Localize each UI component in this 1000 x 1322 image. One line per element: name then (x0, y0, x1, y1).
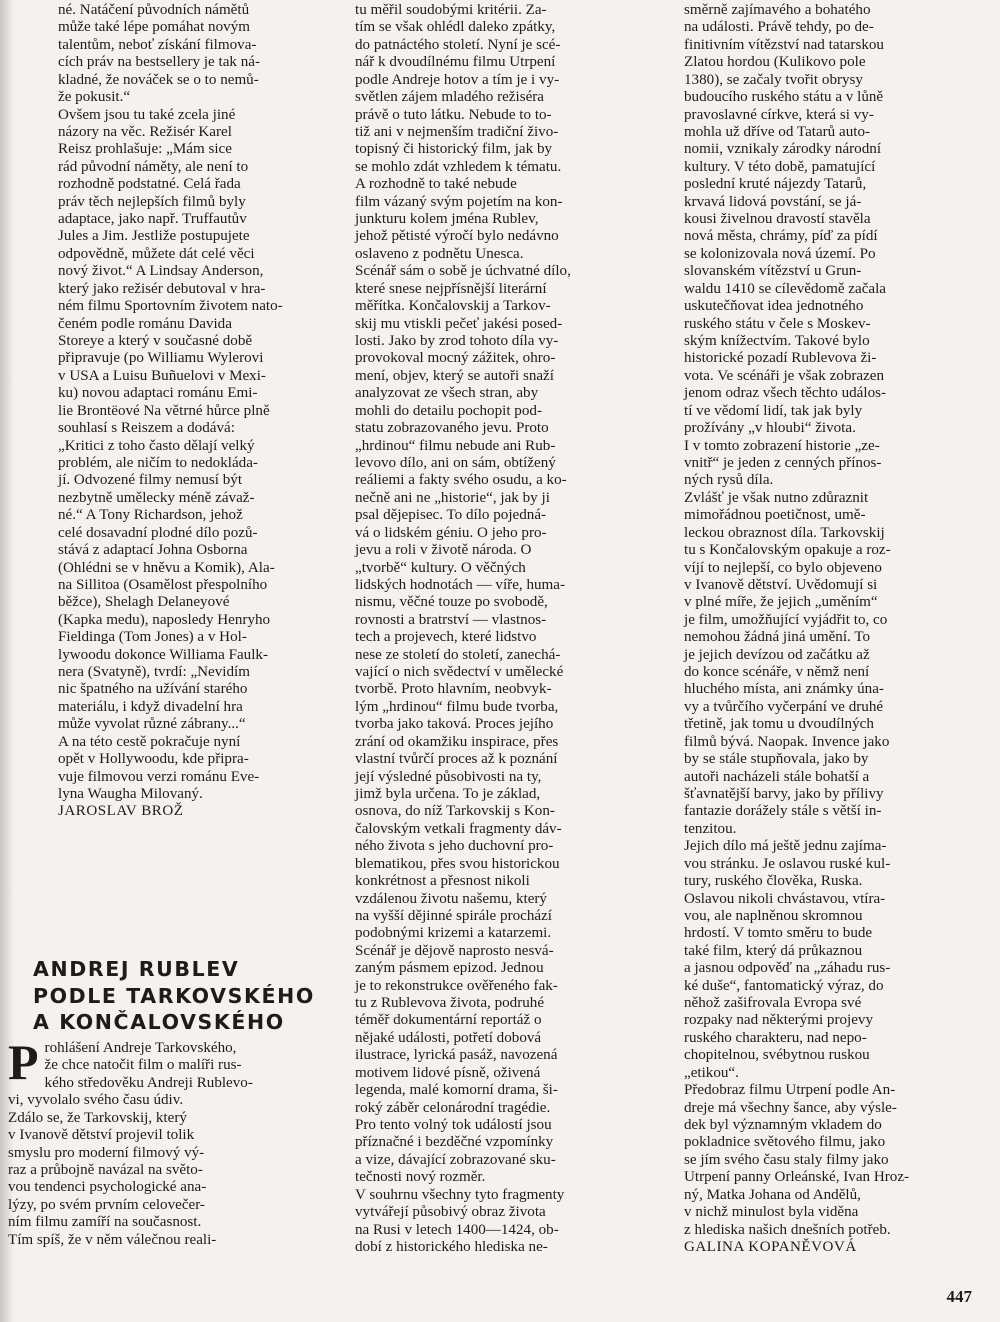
text-line: jehož pětisté výročí bylo nedávno (355, 228, 559, 245)
text-line: Zdálo se, že Tarkovskij, který (8, 1109, 187, 1126)
text-line: ním filmu zamíří na současnost. (8, 1214, 202, 1231)
text-line: lie Brontëové Na větrné hůrce plně (58, 402, 270, 419)
text-line: zaným pásmem epizod. Jednou (355, 960, 544, 977)
text-line: je to rekonstrukce ověřeného fak- (355, 977, 558, 994)
text-line: Utrpení panny Orleánské, Ivan Hroz- (684, 1169, 910, 1186)
text-line: ilustrace, lyrická pasáž, navozená (355, 1047, 558, 1064)
title-line-1: ANDREJ RUBLEV (33, 957, 240, 981)
text-line: vytvářejí působivý obraz života (355, 1204, 546, 1221)
text-line: nese ze století do století, zanechá- (355, 646, 561, 663)
text-line: na Rusi v letech 1400—1424, ob- (355, 1221, 559, 1238)
text-line: osnova, do níž Tarkovskij s Kon- (355, 803, 555, 820)
text-line: víjí to nejlepší, co bylo objeveno (684, 559, 882, 576)
text-line: šťavnatější barvy, jako by přílivy (684, 785, 884, 802)
text-line: Jules a Jim. Jestliže postupujete (58, 228, 250, 245)
text-line: „hrdinou“ filmu nebude ani Rub- (355, 437, 556, 454)
text-line: tu s Končalovským opakuje a roz- (684, 542, 891, 559)
text-line: připravuje (po Williamu Wylerovi (58, 350, 264, 367)
text-line: ruského charakteru, nad nepo- (684, 1029, 867, 1046)
text-line: jí. Odvozené filmy nemusí být (58, 472, 243, 489)
text-line: „etikou“. (684, 1064, 739, 1081)
text-line: nějaké události, potřetí dobová (355, 1029, 542, 1046)
text-line: Zvlášť je však nutno zdůraznit (684, 489, 869, 506)
text-line: čeném podle románu Davida (58, 315, 232, 332)
text-line: v USA a Luisu Buñuelovi v Mexi- (58, 367, 266, 384)
text-line: je jejich devízou od začátku až (684, 646, 870, 663)
text-line: V souhrnu všechny tyto fragmenty (355, 1186, 565, 1203)
text-line: slovanském vítězství u Grun- (684, 263, 862, 280)
text-line: lywoodu dokonce Williama Faulk- (58, 646, 268, 663)
text-line: odpovědně, můžete dát celé věci (58, 245, 255, 262)
text-line: vy a tvůrčího vyčerpání ve druhé (684, 698, 884, 715)
text-line: práv těch nejlepších filmů byly (58, 193, 246, 210)
signature-jaroslav-broz: JAROSLAV BROŽ (58, 803, 184, 820)
text-line: vzdálenou životu našemu, který (355, 890, 547, 907)
text-line: blematikou, přes svou historickou (355, 855, 560, 872)
text-line: kladné, že nováček se o to nemů- (58, 71, 259, 88)
text-line: kousi živelnou dravostí stavěla (684, 211, 871, 228)
text-line: junkturu kolem jména Rublev, (355, 211, 539, 228)
text-line: směrně zajímavého a bohatého (684, 2, 871, 18)
text-line: celé dosavadní plodné dílo pozů- (58, 524, 258, 541)
text-line: hrdostí. V tomto směru to bude (684, 925, 873, 942)
text-line: na vyšší dějinné spirále prochází (355, 907, 552, 924)
text-line: vuje filmovou verzi románu Eve- (58, 768, 260, 785)
text-line: waldu 1410 se cílevědomě začala (684, 280, 886, 297)
text-line: tiž ani v nejmenším tradiční živo- (355, 123, 559, 140)
signature-galina-kopanevova: GALINA KOPANĚVOVÁ (684, 1238, 857, 1255)
text-line: Reisz prohlašuje: „Mám sice (58, 141, 232, 158)
text-line: autoři nacházeli stále bohatší a (684, 768, 870, 785)
text-line: tech a projevech, které lidstvo (355, 629, 537, 646)
text-line: ruského státu v čele s Moskev- (684, 315, 871, 332)
text-line: I v tomto zobrazení historie „ze- (684, 437, 880, 454)
article-title (33, 956, 323, 1036)
text-line: (Kapka medu), naposledy Henryho (58, 611, 271, 628)
text-line: (Ohlédni se v hněvu a Komik), Ala- (58, 559, 275, 576)
text-line: třetině, jak tomu u dvoudílných (684, 716, 874, 733)
text-line: rohlášení Andreje Tarkovského, (44, 1040, 237, 1056)
text-line: tenzitou. (684, 820, 737, 837)
text-line: ných rysů díla. (684, 472, 774, 489)
text-line: nová města, chrámy, píď za pídí (684, 228, 878, 245)
text-line: ného života s jeho duchovní pro- (355, 838, 554, 855)
text-line: pokladnice světového filmu, jako (684, 1134, 886, 1151)
text-line: Oslavou nikoli chvástavou, vtíra- (684, 890, 886, 907)
column-1 (58, 2, 320, 821)
text-line: na Sillitoa (Osamělost přespolního (58, 576, 268, 593)
column-3 (684, 2, 984, 1256)
text-line: ským knížectvím. Takové bylo (684, 333, 870, 350)
text-line: tury, ruského člověka, Ruska. (684, 873, 863, 890)
text-line: reáliemi a fakty svého osudu, a ko- (355, 472, 567, 489)
text-line: leckou obraznost díla. Tarkovskij (684, 524, 885, 541)
text-line: rozhodně podstatné. Celá řada (58, 176, 241, 193)
text-line: losti. Jako by zrod tohoto díla vy- (355, 333, 559, 350)
text-line: Tím spíš, že v něm válečnou reali- (8, 1231, 217, 1248)
text-line: se kolonizovala nová území. Po (684, 245, 876, 262)
text-line: Předobraz filmu Utrpení podle An- (684, 1082, 896, 1099)
text-line: tu z Rublevova života, podruhé (355, 995, 545, 1012)
text-line: že pokusit.“ (58, 89, 131, 106)
text-line: rozpaky nad některými projevy (684, 1012, 874, 1029)
text-line: dreje má všechny šance, aby výsle- (684, 1099, 897, 1116)
text-line: ný, Matka Johana od Andělů, (684, 1186, 861, 1203)
text-line: Storeye a který v současné době (58, 333, 253, 350)
text-line: vá o lidském géniu. O jeho pro- (355, 524, 547, 541)
text-line: tvorba jako taková. Proces jejího (355, 716, 554, 733)
text-line: nečně ani ne „historie“, jak by ji (355, 489, 550, 506)
text-line: v Ivanově dětství. Uvědomují si (684, 576, 878, 593)
text-line: skij mu vtiskli pečeť jakési posed- (355, 315, 563, 332)
text-line: tečnosti nový rozměr. (355, 1169, 486, 1186)
text-line: nic špatného na užívání starého (58, 681, 248, 698)
text-line: běžce), Shelagh Delaneyové (58, 594, 230, 611)
text-line: hluchého místa, ani známky úna- (684, 681, 884, 698)
text-line: tí ve vědomí lidí, tak jak byly (684, 402, 863, 419)
text-line: nový život.“ A Lindsay Anderson, (58, 263, 264, 280)
text-line: do konce scénáře, v němž není (684, 664, 870, 681)
text-line: raz a průbojně navázal na světo- (8, 1161, 203, 1178)
text-line: ném filmu Sportovním životem nato- (58, 298, 283, 315)
text-line: Pro tento volný tok událostí jsou (355, 1117, 552, 1133)
text-line: lyna Waugha Milovaný. (58, 785, 203, 802)
text-line: z hlediska našich dnešních potřeb. (684, 1221, 891, 1238)
text-line: a jasnou odpověď na „záhadu rus- (684, 960, 891, 977)
text-line: příznačné i bezděčné vzpomínky (355, 1134, 554, 1151)
text-line: Scénář sám o sobě je úchvatné dílo, (355, 263, 571, 280)
col1-text (58, 2, 320, 803)
text-line: vnitř“ je jeden z cenných přínos- (684, 454, 882, 471)
title-line-3: A KONČALOVSKÉHO (33, 1010, 285, 1035)
text-line: je film, umožňující vyjádřit to, co (684, 611, 888, 628)
column-2 (355, 2, 655, 1256)
text-line: dek byl významným vkladem do (684, 1117, 882, 1133)
text-line: Zlatou hordou (Kulikovo pole (684, 54, 866, 71)
text-line: Scénář je dějově naprosto nesvá- (355, 942, 554, 959)
text-line: může vyvolat různé zábrany...“ (58, 716, 246, 733)
text-line: tvorbě. Proto hlavním, neobvyk- (355, 681, 552, 698)
text-line: adaptace, jako např. Truffautův (58, 211, 247, 228)
text-line: fantazie dorážely stále s větší in- (684, 803, 882, 820)
text-line: jimž byla určena. To je základ, (355, 785, 541, 802)
text-line: zrání od okamžiku inspirace, přes (355, 733, 559, 750)
text-line: poslední kruté nájezdy Tatarů, (684, 176, 867, 193)
title-line-2: PODLE TARKOVSKÉHO (33, 983, 315, 1008)
text-line: jenom odraz všech těchto událos- (684, 385, 887, 402)
text-line: kultury. V této době, pamatující (684, 158, 876, 175)
text-line: vou, ale naplněnou skromnou (684, 907, 863, 924)
text-line: vající o nich svědectví v umělecké (355, 664, 564, 681)
text-line: uskutečňovat idea jednotného (684, 298, 864, 315)
text-line: čalovským vetkali fragmenty dáv- (355, 820, 562, 837)
text-line: a vize, dávající zobrazované sku- (355, 1151, 556, 1168)
text-line: vou stránku. Je oslavou ruské kul- (684, 855, 891, 872)
text-line: na události. Právě tehdy, po de- (684, 19, 874, 36)
text-line: analyzovat ze všech stran, aby (355, 385, 539, 402)
text-line: by se stále stupňovala, jako by (684, 751, 869, 768)
text-line: v plné míře, že jejich „uměním“ (684, 594, 878, 611)
text-line: že chce natočit film o malíři rus- (44, 1057, 242, 1074)
text-line: rovnosti a bratrství — vlastnos- (355, 611, 547, 628)
text-line: nezbytně umělecky méně závaž- (58, 489, 255, 506)
text-line: rád původní náměty, ale není to (58, 158, 249, 175)
text-line: „Kritici z toho často dělají velký (58, 437, 255, 454)
text-line: budoucího ruského státu a v lůně (684, 89, 884, 106)
text-line: provokoval mocný zážitek, ohro- (355, 350, 556, 367)
text-line: podle Andreje hotov a tím je i vy- (355, 71, 560, 88)
col2-text (355, 2, 655, 1256)
text-line: vi, vyvolalo svého času údiv. (8, 1092, 184, 1109)
text-line: smyslu pro moderní filmový vý- (8, 1144, 205, 1161)
text-line: materiálu, i když divadelní hra (58, 698, 243, 715)
text-line: které snese nejpřísnější literární (355, 280, 547, 297)
text-line: „tvorbě“ kultury. O věčných (355, 559, 526, 576)
text-line: motivem lidové písně, oživená (355, 1064, 541, 1081)
text-line: mohla už dříve od Tatarů auto- (684, 123, 871, 140)
text-line: né. Natáčení původních námětů (58, 2, 250, 18)
drop-cap: P (8, 1034, 39, 1090)
text-line: který jako režisér debutoval v hra- (58, 280, 266, 297)
text-line: mohli do detailu pochopit pod- (355, 402, 542, 419)
text-line: do patnáctého století. Nyní je scé- (355, 36, 561, 53)
text-line: chopitelnou, svébytnou ruskou (684, 1047, 870, 1064)
text-line: téměř dokumentární reportáž o (355, 1012, 542, 1029)
text-line: filmů bývá. Naopak. Invence jako (684, 733, 890, 750)
col3-text (684, 2, 984, 1239)
text-line: vou tendenci psychologické ana- (8, 1179, 207, 1196)
text-line: v Ivanově dětství projevil tolik (8, 1127, 195, 1144)
text-line: dobí z historického hlediska ne- (355, 1238, 548, 1255)
text-line: souhlasí s Reiszem a dodává: (58, 420, 235, 437)
text-line: lým „hrdinou“ filmu bude tvorba, (355, 698, 559, 715)
text-line: podobnými krizemi a katarzemi. (355, 925, 552, 942)
text-line: mení, objev, který se autoři snaží (355, 367, 554, 384)
text-line: jevu a roli v životě národa. O (355, 542, 532, 559)
text-line: legenda, malé komorní drama, ši- (355, 1082, 558, 1099)
text-line: talentům, neboť získání filmova- (58, 36, 257, 53)
text-line: kého středověku Andreji Rublevo- (44, 1074, 253, 1091)
text-line: topisný či historický film, jak by (355, 141, 553, 158)
text-line: měřítka. Končalovskij a Tarkov- (355, 298, 551, 315)
text-line: vota. Ve scénáři je však zobrazen (684, 367, 885, 384)
text-line: prožívány „v hloubi“ života. (684, 420, 856, 437)
text-line: může také lépe pomáhat novým (58, 19, 250, 36)
text-line: problém, ale ničím to nedokláda- (58, 454, 258, 471)
text-line: vlastní tvůrčí proces až k poznání (355, 751, 558, 768)
text-line: konkrétnost a přesnost nikoli (355, 873, 530, 890)
page-number: 447 (946, 1287, 972, 1306)
text-line: stává z adaptací Johna Osborna (58, 542, 248, 559)
text-line: právě o tuto látku. Nebude to to- (355, 106, 552, 123)
text-line: Jejich dílo má ještě jednu zajíma- (684, 838, 887, 855)
text-line: opět v Hollywoodu, kde připra- (58, 751, 249, 768)
text-line: nismu, věčné touze po svobodě, (355, 594, 548, 611)
text-line: finitivním vítězství nad tatarskou (684, 36, 884, 53)
text-line: se mohlo zdát vzhledem k tématu. (355, 158, 562, 175)
text-line: pravoslavné církve, která si vy- (684, 106, 874, 123)
text-line: A na této cestě pokračuje nyní (58, 733, 241, 750)
text-line: né.“ A Tony Richardson, jehož (58, 507, 243, 524)
text-line: 1380), se začaly tvořit obrysy (684, 71, 863, 88)
intro-text (8, 1034, 318, 1249)
text-line: Ovšem jsou tu také zcela jiné (58, 106, 236, 123)
text-line: mimořádnou poetičnost, umě- (684, 507, 866, 524)
text-line: v nichž minulost byla viděna (684, 1204, 859, 1221)
text-line: nomii, vznikaly zárodky národní (684, 141, 882, 158)
text-line: lidských hodnotách — víře, huma- (355, 576, 566, 593)
text-line: levovo dílo, ani on sám, obtížený (355, 454, 556, 471)
text-line: Fieldinga (Tom Jones) a v Hol- (58, 629, 247, 646)
text-line: tu měřil soudobými kritérii. Za- (355, 2, 547, 18)
text-line: film vázaný svým pojetím na kon- (355, 193, 563, 210)
text-line: psal dějepisec. To dílo pojedná- (355, 507, 547, 524)
text-line: tím se však ohlédl daleko zpátky, (355, 19, 556, 36)
text-line: ké duše“, fantomatický výraz, do (684, 977, 884, 994)
text-line: ku) novou adaptaci románu Emi- (58, 385, 258, 402)
text-line: nář k dvoudílnému filmu Utrpení (355, 54, 556, 71)
text-line: oslaveno z podnětu Unesca. (355, 245, 524, 262)
text-line: statu zobrazovaného jevu. Proto (355, 420, 549, 437)
text-line: historické pozadí Rublevova ži- (684, 350, 877, 367)
article-intro-column (8, 1034, 318, 1249)
text-line: nemohou žádná jiná umění. To (684, 629, 871, 646)
text-line: nera (Svatyně), tvrdí: „Nevidím (58, 664, 250, 681)
text-line: světlen zájem mladého režiséra (355, 89, 544, 106)
text-line: také film, který dá průkaznou (684, 942, 863, 959)
text-line: její výsledné působivosti na ty, (355, 768, 542, 785)
text-line: krvavá lidová povstání, se já- (684, 193, 862, 210)
text-line: se jím svého času staly filmy jako (684, 1151, 889, 1168)
text-line: názory na věc. Režisér Karel (58, 123, 232, 140)
text-line: něhož zašifrovala Evropa své (684, 995, 862, 1012)
text-line: A rozhodně to také nebude (355, 176, 517, 193)
text-line: lýzy, po svém prvním celovečer- (8, 1196, 205, 1213)
text-line: cích práv na bestsellery je tak ná- (58, 54, 260, 71)
text-line: roký záběr celonárodní tragédie. (355, 1099, 551, 1116)
